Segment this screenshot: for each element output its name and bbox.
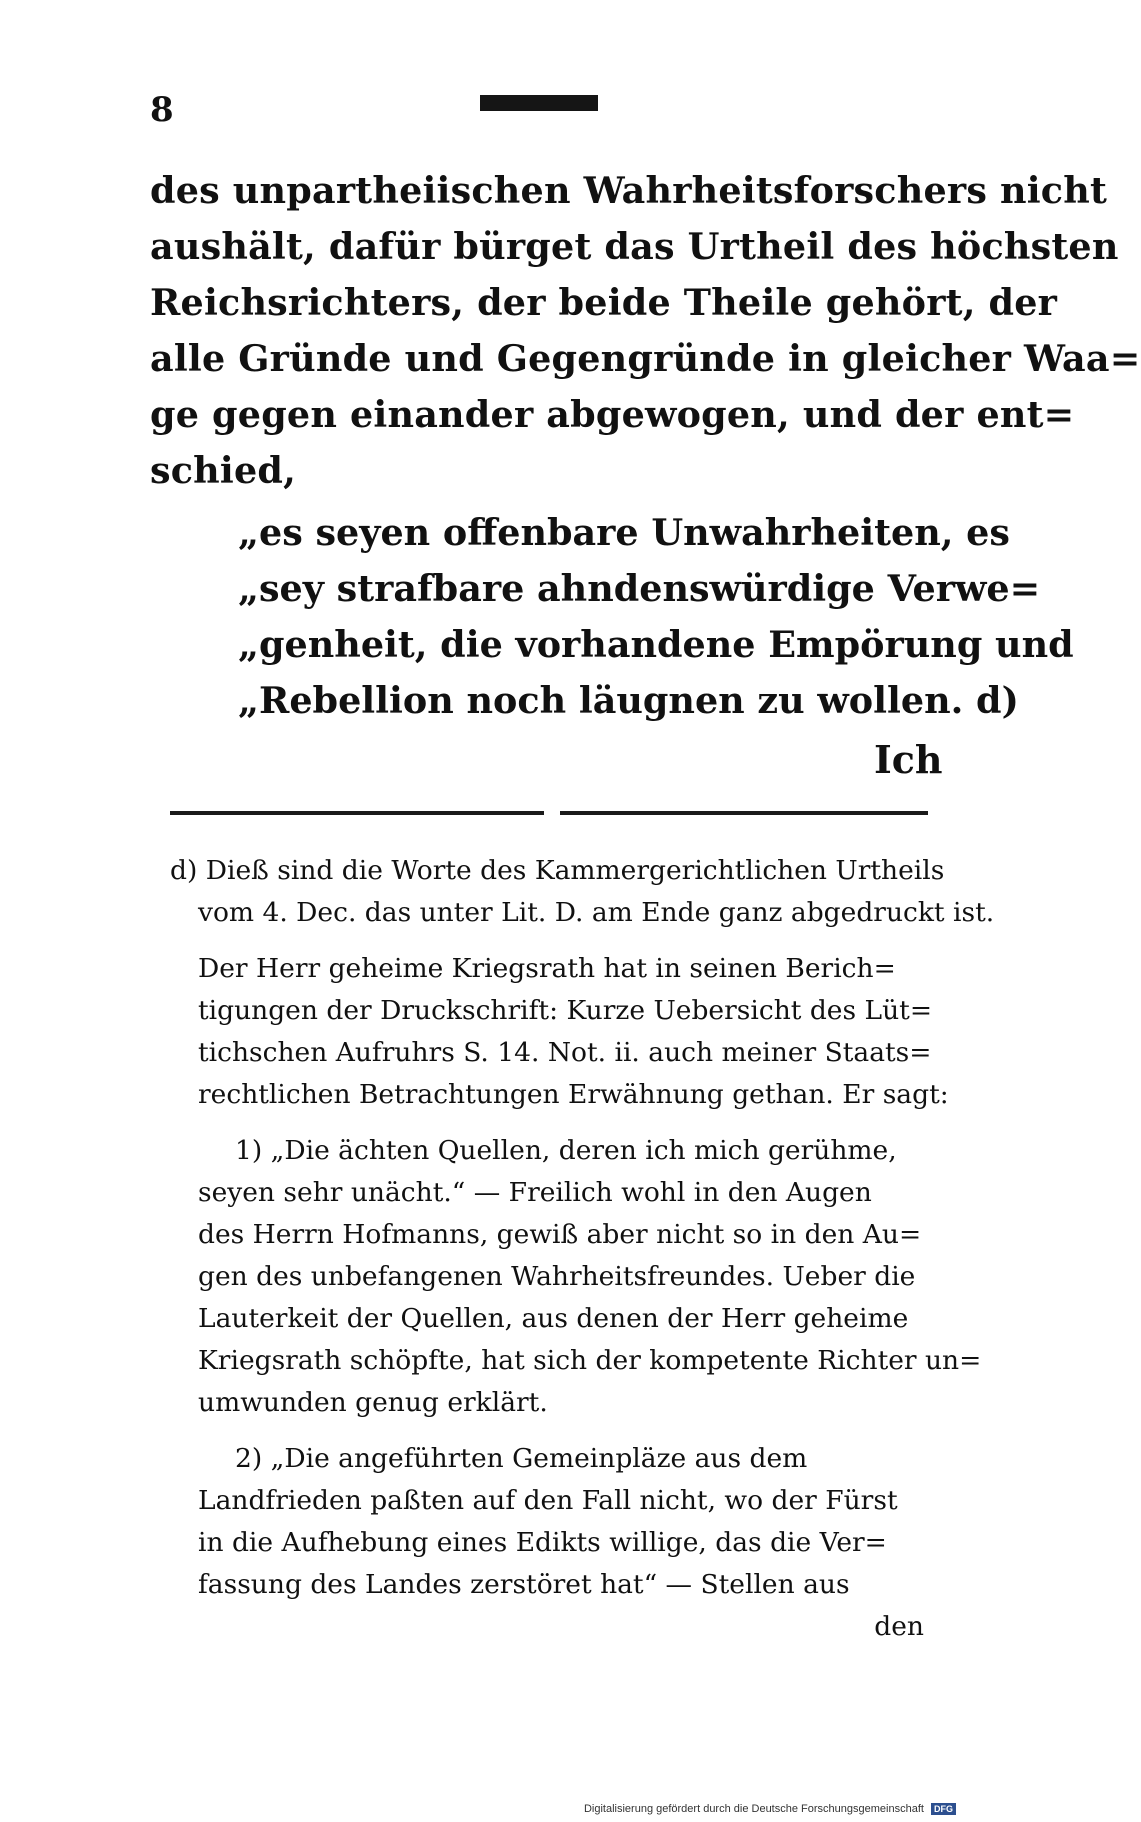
- footnote-divider-left: [170, 811, 544, 815]
- footnote-line: Kriegsrath schöpfte, hat sich der kompetente Richter un=: [198, 1345, 982, 1376]
- footnote-line: d) Dieß sind die Worte des Kammergerichtlichen Urtheils: [170, 855, 945, 886]
- quotation-line: „genheit, die vorhandene Empörung und: [238, 623, 1074, 666]
- footnotes-section: [170, 850, 995, 1648]
- footnote-item-2: [170, 1438, 940, 1648]
- header-ornament: [480, 95, 598, 111]
- footnote-line: gen des unbefangenen Wahrheitsfreundes. Ueber die: [198, 1261, 916, 1292]
- footnote-line: rechtlichen Betrachtungen Erwähnung gethan. Er sagt:: [198, 1079, 949, 1110]
- footnote-paragraph: [170, 948, 949, 1116]
- footnote-line: 2) „Die angeführten Gemeinpläze aus dem: [235, 1443, 808, 1474]
- quotation-block: [238, 505, 1074, 729]
- digitization-credit: [584, 1803, 956, 1815]
- footnote-line: Lauterkeit der Quellen, aus denen der Herr geheime: [198, 1303, 909, 1334]
- footnote-catchword: den: [874, 1611, 924, 1642]
- digitization-credit-text: Digitalisierung gefördert durch die Deutsche Forschungsgemeinschaft: [583, 1802, 924, 1815]
- footnote-line: seyen sehr unächt.“ — Freilich wohl in den Augen: [198, 1177, 872, 1208]
- main-text-block: [150, 163, 1141, 499]
- footnote-line: umwunden genug erklärt.: [198, 1387, 548, 1418]
- dfg-logo: DFG: [931, 1803, 956, 1815]
- footnote-line: Landfrieden paßten auf den Fall nicht, wo der Fürst: [198, 1485, 898, 1516]
- footnote-line: in die Aufhebung eines Edikts willige, das die Ver=: [198, 1527, 887, 1558]
- footnote-line: tichschen Aufruhrs S. 14. Not. ii. auch meiner Staats=: [198, 1037, 932, 1068]
- quotation-line: „sey strafbare ahndenswürdige Verwe=: [238, 567, 1041, 610]
- main-text-line: Reichsrichters, der beide Theile gehört, der: [150, 281, 1058, 324]
- quotation-line: „es seyen offenbare Unwahrheiten, es: [238, 511, 1010, 554]
- footnote-line: tigungen der Druckschrift: Kurze Uebersicht des Lüt=: [198, 995, 933, 1026]
- main-text-line: des unpartheiischen Wahrheitsforschers nicht: [150, 169, 1107, 212]
- page-number: 8: [150, 90, 174, 130]
- footnote-line: Der Herr geheime Kriegsrath hat in seinen Berich=: [198, 953, 896, 984]
- main-text-line: ge gegen einander abgewogen, und der ent=: [150, 393, 1075, 436]
- main-text-line: alle Gründe und Gegengründe in gleicher Waa=: [150, 337, 1141, 380]
- footnote-line: des Herrn Hofmanns, gewiß aber nicht so in den Au=: [198, 1219, 922, 1250]
- footnote-line: 1) „Die ächten Quellen, deren ich mich gerühme,: [235, 1135, 897, 1166]
- footnote-divider-right: [560, 811, 928, 815]
- quotation-line: „Rebellion noch läugnen zu wollen. d): [238, 679, 1019, 722]
- footnote-line: fassung des Landes zerstöret hat“ — Stellen aus: [198, 1569, 850, 1600]
- footnote-d: [170, 850, 995, 934]
- footnote-line: vom 4. Dec. das unter Lit. D. am Ende ganz abgedruckt ist.: [198, 897, 995, 928]
- page-catchword: Ich: [874, 737, 943, 782]
- footnote-item-1: [170, 1130, 982, 1424]
- main-text-line: aushält, dafür bürget das Urtheil des höchsten: [150, 225, 1119, 268]
- main-text-line: schied,: [150, 449, 297, 492]
